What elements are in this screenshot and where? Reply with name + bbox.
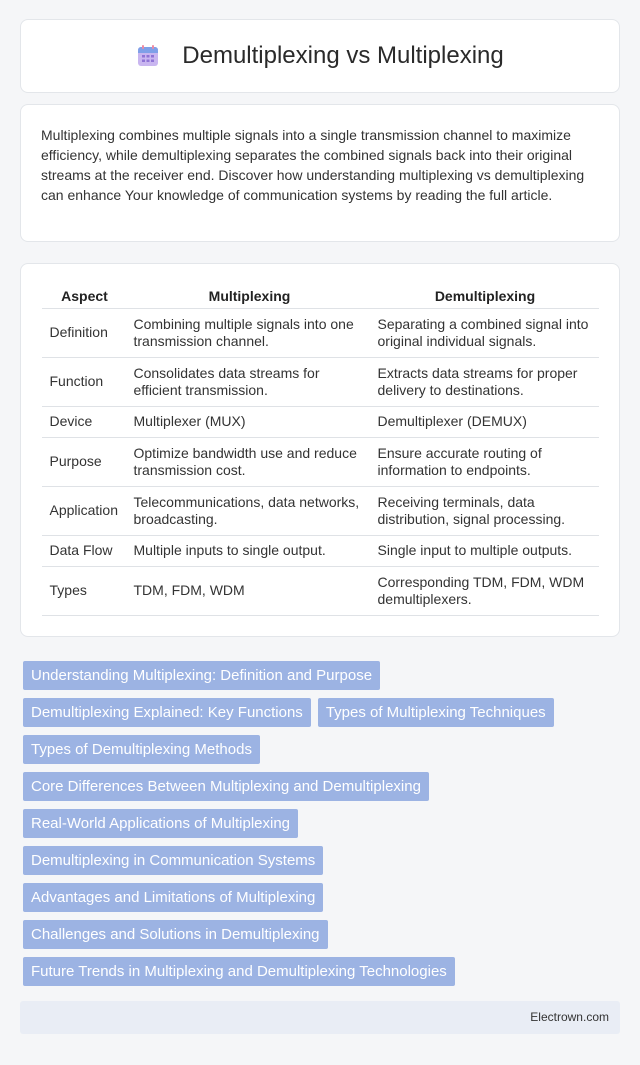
table-cell-aspect: Types xyxy=(42,566,128,615)
table-cell-demultiplexing: Demultiplexer (DEMUX) xyxy=(372,406,599,437)
table-header-row xyxy=(42,284,599,308)
table-cell-multiplexing: Optimize bandwidth use and reduce transmission cost. xyxy=(128,437,372,486)
table-cell-multiplexing: Consolidates data streams for efficient transmission. xyxy=(128,357,372,406)
table-cell-multiplexing: TDM, FDM, WDM xyxy=(128,566,372,615)
table-row xyxy=(42,406,599,437)
comparison-table-card xyxy=(20,263,620,637)
topic-tag[interactable]: Types of Multiplexing Techniques xyxy=(318,698,554,727)
topic-tag[interactable]: Core Differences Between Multiplexing and Demultiplexing xyxy=(23,772,429,801)
table-cell-demultiplexing: Receiving terminals, data distribution, signal processing. xyxy=(372,486,599,535)
table-cell-demultiplexing: Single input to multiple outputs. xyxy=(372,535,599,566)
topic-tag[interactable]: Advantages and Limitations of Multiplexing xyxy=(23,883,323,912)
table-cell-demultiplexing: Extracts data streams for proper delivery to destinations. xyxy=(372,357,599,406)
table-row xyxy=(42,566,599,615)
topic-tag[interactable]: Demultiplexing in Communication Systems xyxy=(23,846,323,875)
topic-tag[interactable]: Types of Demultiplexing Methods xyxy=(23,735,260,764)
table-cell-aspect: Data Flow xyxy=(42,535,128,566)
table-row xyxy=(42,486,599,535)
topic-tag[interactable]: Real-World Applications of Multiplexing xyxy=(23,809,298,838)
table-cell-multiplexing: Multiplexer (MUX) xyxy=(128,406,372,437)
table-cell-aspect: Application xyxy=(42,486,128,535)
intro-card xyxy=(20,104,620,242)
table-cell-aspect: Function xyxy=(42,357,128,406)
table-row xyxy=(42,308,599,357)
page-title: Demultiplexing vs Multiplexing xyxy=(182,42,504,69)
related-topics xyxy=(23,661,623,994)
topic-tag[interactable]: Demultiplexing Explained: Key Functions xyxy=(23,698,311,727)
topic-tag[interactable]: Understanding Multiplexing: Definition and Purpose xyxy=(23,661,380,690)
table-cell-demultiplexing: Separating a combined signal into original individual signals. xyxy=(372,308,599,357)
intro-text: Multiplexing combines multiple signals into a single transmission channel to maximize efficiency, while demultiplexing separates the combined signals back into their original streams at the receiver end. Discover how understanding multiplexing vs demultiplexing can enhance Your knowledge of communication systems by reading the full article. xyxy=(41,127,585,203)
table-cell-demultiplexing: Corresponding TDM, FDM, WDM demultiplexers. xyxy=(372,566,599,615)
column-header-multiplexing: Multiplexing xyxy=(128,284,372,308)
comparison-table xyxy=(42,284,599,616)
table-cell-multiplexing: Telecommunications, data networks, broadcasting. xyxy=(128,486,372,535)
table-cell-aspect: Definition xyxy=(42,308,128,357)
header-card xyxy=(20,19,620,93)
table-cell-aspect: Device xyxy=(42,406,128,437)
topic-tag[interactable]: Future Trends in Multiplexing and Demultiplexing Technologies xyxy=(23,957,455,986)
table-row xyxy=(42,437,599,486)
footer-site-link[interactable]: Electrown.com xyxy=(530,1010,609,1024)
table-row xyxy=(42,535,599,566)
table-cell-aspect: Purpose xyxy=(42,437,128,486)
table-cell-multiplexing: Combining multiple signals into one transmission channel. xyxy=(128,308,372,357)
table-cell-multiplexing: Multiple inputs to single output. xyxy=(128,535,372,566)
table-cell-demultiplexing: Ensure accurate routing of information to endpoints. xyxy=(372,437,599,486)
table-row xyxy=(42,357,599,406)
topic-tag[interactable]: Challenges and Solutions in Demultiplexing xyxy=(23,920,328,949)
calendar-icon xyxy=(136,44,160,68)
column-header-aspect: Aspect xyxy=(42,284,128,308)
footer xyxy=(20,1001,620,1034)
column-header-demultiplexing: Demultiplexing xyxy=(372,284,599,308)
